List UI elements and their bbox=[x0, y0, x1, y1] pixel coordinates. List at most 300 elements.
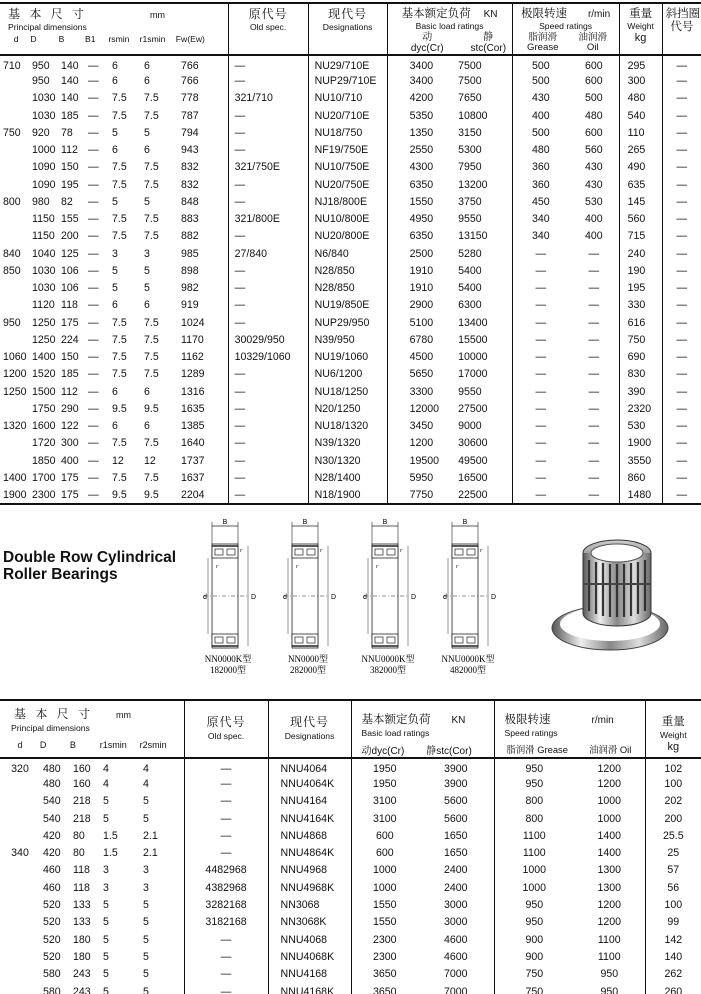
cell-weight: 25.5 bbox=[645, 827, 701, 844]
cell-bore-d: 1250 bbox=[3, 385, 27, 398]
cell-r2smin: 3 bbox=[143, 881, 149, 894]
cell-old-spec: — bbox=[184, 827, 268, 844]
cell-designation: N28/1400 bbox=[308, 469, 387, 486]
cell-designation: N39/950 bbox=[308, 331, 387, 348]
t2-load-cn-label: 基本额定负荷 bbox=[361, 714, 431, 726]
cell-fw: 794 bbox=[181, 126, 199, 139]
cell-bore-d bbox=[0, 810, 40, 827]
t2-speed-en-label: Speed ratings bbox=[504, 728, 558, 738]
cell-bore-d: 850 bbox=[3, 264, 21, 277]
cell-width-B1: — bbox=[88, 178, 99, 191]
double-row-bearing-table bbox=[0, 699, 701, 994]
t2-col-d-header: d bbox=[17, 740, 23, 750]
cell-stat-load: 7950 bbox=[458, 161, 482, 174]
cell-width-B: 300 bbox=[61, 437, 79, 450]
cell-fw: 1162 bbox=[181, 351, 204, 364]
table-row bbox=[0, 262, 701, 279]
cell-designation: NNU4064 bbox=[268, 758, 351, 775]
cell-shield-code: — bbox=[662, 418, 701, 435]
cell-speed-grease: 750 bbox=[494, 983, 574, 994]
cell-shield-code: — bbox=[662, 297, 701, 314]
cell-bore-d bbox=[0, 914, 40, 931]
cell-stat-load: 49500 bbox=[458, 454, 488, 467]
cell-bore-d bbox=[0, 862, 40, 879]
cell-r1smin: 1.5 bbox=[103, 847, 118, 860]
table-row bbox=[0, 931, 701, 948]
cell-stat-load: 3000 bbox=[444, 899, 468, 912]
cell-bore-d bbox=[0, 896, 40, 913]
cell-fw: 883 bbox=[181, 213, 199, 226]
cell-stat-load: 7500 bbox=[458, 75, 482, 88]
cell-bore-d bbox=[0, 452, 29, 469]
cell-shield-code: — bbox=[662, 73, 701, 90]
cell-fw: 766 bbox=[181, 75, 199, 88]
cell-designation: N6/840 bbox=[308, 245, 387, 262]
speed-ratings-header bbox=[512, 3, 619, 55]
cell-speed-grease: 900 bbox=[494, 931, 574, 948]
cell-weight: 830 bbox=[619, 366, 662, 383]
cell-width-B1: — bbox=[88, 437, 99, 450]
cell-designation: N28/850 bbox=[308, 280, 387, 297]
cell-speed-oil: 1400 bbox=[597, 829, 622, 842]
cell-speed-oil: 1200 bbox=[597, 762, 622, 775]
cell-r1smin: 7.5 bbox=[144, 161, 159, 174]
cell-r2smin: 3 bbox=[143, 864, 149, 877]
cell-speed-oil: — bbox=[588, 368, 600, 381]
cell-r1smin: 4 bbox=[103, 762, 109, 775]
cell-old-spec: — bbox=[228, 383, 308, 400]
radius-r-label: r bbox=[376, 564, 379, 570]
oil-en-label: Oil bbox=[586, 42, 599, 54]
cell-dyn-load: 1910 bbox=[387, 280, 450, 297]
cell-width-B: 155 bbox=[61, 213, 79, 226]
cell-fw: 1316 bbox=[181, 385, 205, 398]
cell-fw: 882 bbox=[181, 230, 199, 243]
cell-designation: NU18/750 bbox=[308, 124, 387, 141]
cell-bore-d: 1400 bbox=[3, 471, 27, 484]
cell-shield-code: — bbox=[662, 469, 701, 486]
cell-rsmin: 7.5 bbox=[112, 316, 127, 329]
cell-speed-grease: — bbox=[512, 418, 569, 435]
cell-r1smin: 5 bbox=[103, 795, 109, 808]
cell-speed-grease: 950 bbox=[494, 775, 574, 792]
diagram-type-label: NN0000K型 bbox=[204, 654, 252, 664]
cell-r2smin: 5 bbox=[143, 812, 149, 825]
cell-speed-grease: 430 bbox=[512, 90, 569, 107]
cell-designation: NNU4968 bbox=[268, 862, 351, 879]
cell-width-B: 122 bbox=[61, 420, 79, 433]
cell-r1smin: 6 bbox=[144, 420, 150, 433]
cell-speed-grease: 480 bbox=[512, 142, 569, 159]
cell-rsmin: 6 bbox=[112, 59, 118, 72]
t2-speed-cn-label: 极限转速 bbox=[504, 714, 551, 726]
cell-rsmin: 5 bbox=[112, 195, 118, 208]
col-rsmin-header: rsmin bbox=[108, 34, 130, 45]
cell-dyn-load: 1550 bbox=[387, 193, 450, 210]
cell-rsmin: 7.5 bbox=[112, 437, 127, 450]
cell-stat-load: 3150 bbox=[458, 126, 482, 139]
roller bbox=[375, 549, 383, 555]
cell-speed-oil: — bbox=[588, 488, 600, 501]
cell-old-spec: — bbox=[228, 452, 308, 469]
cell-speed-grease: 750 bbox=[494, 966, 574, 983]
cell-designation: NU10/750E bbox=[308, 159, 387, 176]
cell-dyn-load: 19500 bbox=[387, 452, 450, 469]
cell-speed-oil: 600 bbox=[585, 59, 603, 72]
cell-shield-code: — bbox=[662, 262, 701, 279]
t2-weight-header bbox=[645, 700, 701, 758]
cell-designation: NNU4968K bbox=[268, 879, 351, 896]
cell-designation: NU20/750E bbox=[308, 176, 387, 193]
cell-speed-grease: — bbox=[512, 314, 569, 331]
t2-dims-cn-label: 基 本 尺 寸 bbox=[14, 707, 94, 721]
cell-stat-load: 15500 bbox=[458, 333, 488, 346]
table-row bbox=[0, 55, 701, 72]
cell-rsmin: 7.5 bbox=[112, 351, 127, 364]
cell-old-spec: — bbox=[184, 844, 268, 861]
table-row bbox=[0, 862, 701, 879]
cell-weight: 142 bbox=[645, 931, 701, 948]
cell-designation: NU20/710E bbox=[308, 107, 387, 124]
old-spec-header bbox=[228, 3, 308, 55]
cell-stat-load: 2400 bbox=[444, 881, 468, 894]
table-row bbox=[0, 435, 701, 452]
cell-speed-grease: — bbox=[512, 349, 569, 366]
cell-fw: 1737 bbox=[181, 454, 205, 467]
cell-old-spec: — bbox=[228, 469, 308, 486]
cell-designation: N30/1320 bbox=[308, 452, 387, 469]
cell-old-spec: 27/840 bbox=[228, 245, 308, 262]
cell-fw: 919 bbox=[181, 299, 199, 312]
width-B-label: B bbox=[382, 519, 388, 526]
cell-outer-D: 1120 bbox=[32, 299, 55, 312]
roller bbox=[307, 637, 315, 643]
shield-code-header bbox=[662, 3, 701, 55]
load-unit-label: KN bbox=[483, 9, 498, 20]
shield-cn2-label: 代号 bbox=[670, 20, 694, 33]
cell-old-spec: — bbox=[228, 107, 308, 124]
roller bbox=[467, 549, 475, 555]
roller bbox=[375, 637, 383, 643]
cell-old-spec: — bbox=[184, 793, 268, 810]
cell-old-spec: — bbox=[184, 775, 268, 792]
cell-weight: 540 bbox=[619, 107, 662, 124]
cell-dyn-load: 3650 bbox=[351, 983, 418, 994]
cell-weight: 202 bbox=[645, 793, 701, 810]
cell-dyn-load: 1350 bbox=[387, 124, 450, 141]
cell-speed-grease: 400 bbox=[512, 107, 569, 124]
cell-weight: 300 bbox=[619, 73, 662, 90]
cell-old-spec: — bbox=[228, 314, 308, 331]
cell-r2smin: 5 bbox=[143, 933, 149, 946]
cell-dyn-load: 2300 bbox=[351, 948, 418, 965]
designations-en-label: Designations bbox=[322, 21, 373, 32]
cell-shield-code: — bbox=[662, 142, 701, 159]
load-ratings-header bbox=[387, 3, 512, 55]
roller bbox=[467, 637, 475, 643]
cell-outer-D: 1750 bbox=[32, 402, 56, 415]
cell-bore-d: 1320 bbox=[3, 420, 27, 433]
cell-stat-load: 6300 bbox=[458, 299, 482, 312]
cell-speed-grease: 950 bbox=[494, 896, 574, 913]
cell-weight: 110 bbox=[619, 124, 662, 141]
cell-old-spec: — bbox=[184, 810, 268, 827]
cell-bore-d bbox=[0, 966, 40, 983]
cell-width-B1: — bbox=[88, 471, 99, 484]
roller bbox=[387, 637, 395, 643]
diagram-type-label: NNU0000K型 bbox=[361, 654, 415, 664]
cell-weight: 616 bbox=[619, 314, 662, 331]
cell-designation: NUP29/950 bbox=[308, 314, 387, 331]
cell-width-B: 185 bbox=[61, 368, 79, 381]
cell-old-spec: 4382968 bbox=[184, 879, 268, 896]
cell-speed-grease: 500 bbox=[512, 124, 569, 141]
cell-width-B1: — bbox=[88, 488, 99, 501]
roller bbox=[455, 549, 463, 555]
cell-outer-D: 540 bbox=[43, 812, 61, 825]
cell-r2smin: 5 bbox=[143, 899, 149, 912]
cell-bore-d bbox=[0, 211, 29, 228]
cell-stat-load: 9000 bbox=[458, 420, 482, 433]
cell-width-B1: — bbox=[88, 264, 99, 277]
cell-width-B1: — bbox=[88, 420, 99, 433]
cell-outer-D: 580 bbox=[43, 985, 61, 994]
cell-outer-D: 1150 bbox=[32, 230, 55, 243]
cell-stat-load: 3900 bbox=[444, 762, 468, 775]
cell-width-B: 78 bbox=[61, 126, 73, 139]
cell-stat-load: 7000 bbox=[444, 968, 468, 981]
cell-stat-load: 9550 bbox=[458, 213, 482, 226]
cell-width-B: 80 bbox=[73, 829, 85, 842]
diagram-type-label: NNU0000K型 bbox=[441, 654, 495, 664]
designations-header bbox=[308, 3, 387, 55]
cell-rsmin: 7.5 bbox=[112, 213, 127, 226]
cell-speed-grease: — bbox=[512, 262, 569, 279]
cell-shield-code: — bbox=[662, 314, 701, 331]
cell-fw: 985 bbox=[181, 247, 199, 260]
cell-r1smin: 5 bbox=[144, 264, 150, 277]
cell-rsmin: 6 bbox=[112, 299, 118, 312]
cell-stat-load: 5600 bbox=[444, 812, 468, 825]
cell-width-B: 106 bbox=[61, 264, 79, 277]
cell-width-B: 150 bbox=[61, 351, 79, 364]
cell-dyn-load: 6780 bbox=[387, 331, 450, 348]
cell-dyn-load: 1000 bbox=[351, 862, 418, 879]
table-row bbox=[0, 297, 701, 314]
cell-weight: 295 bbox=[619, 55, 662, 72]
cell-rsmin: 7.5 bbox=[112, 230, 127, 243]
cell-bore-d: 1900 bbox=[3, 488, 27, 501]
cell-r1smin: 9.5 bbox=[144, 488, 159, 501]
cell-outer-D: 480 bbox=[43, 777, 61, 790]
cell-weight: 750 bbox=[619, 331, 662, 348]
cell-width-B1: — bbox=[88, 402, 99, 415]
cell-shield-code: — bbox=[662, 245, 701, 262]
diagram-type-label: NN0000型 bbox=[288, 654, 328, 664]
cell-speed-oil: 950 bbox=[600, 968, 619, 981]
cell-width-B1: — bbox=[88, 247, 99, 260]
cell-dyn-load: 4950 bbox=[387, 211, 450, 228]
section-title: Double Row Cylindrical Roller Bearings bbox=[3, 549, 177, 583]
cell-old-spec: — bbox=[228, 400, 308, 417]
cylindrical-bearing-table bbox=[0, 2, 701, 505]
cell-r2smin: 4 bbox=[143, 777, 149, 790]
cell-shield-code: — bbox=[662, 55, 701, 72]
cell-outer-D: 980 bbox=[32, 195, 50, 208]
cell-designation: NN3068 bbox=[268, 896, 351, 913]
t2-load-subheaders bbox=[356, 742, 494, 757]
cell-outer-D: 1090 bbox=[32, 161, 56, 174]
dimension-subheaders bbox=[2, 35, 225, 44]
cell-fw: 1024 bbox=[181, 316, 205, 329]
cell-shield-code: — bbox=[662, 435, 701, 452]
cell-shield-code: — bbox=[662, 124, 701, 141]
cell-width-B: 180 bbox=[73, 933, 91, 946]
cell-speed-grease: — bbox=[512, 487, 569, 504]
cell-outer-D: 420 bbox=[43, 829, 61, 842]
cell-fw: 1289 bbox=[181, 368, 205, 381]
load-subheaders bbox=[391, 33, 509, 54]
cell-speed-grease: 450 bbox=[512, 193, 569, 210]
t2-designations-header bbox=[268, 700, 351, 758]
speed-unit-label: r/min bbox=[587, 9, 611, 20]
cell-r1smin: 7.5 bbox=[144, 230, 159, 243]
cell-outer-D: 950 bbox=[32, 59, 50, 72]
cell-width-B: 140 bbox=[61, 92, 79, 105]
stat-cn-label: 静 bbox=[483, 32, 494, 44]
speed-en-label: Speed ratings bbox=[539, 20, 593, 31]
cell-speed-oil: — bbox=[588, 247, 600, 260]
cell-old-spec: 321/710 bbox=[228, 90, 308, 107]
cell-designation: NJ18/800E bbox=[308, 193, 387, 210]
t2-dimension-subheaders bbox=[0, 740, 184, 750]
cell-designation: N18/1900 bbox=[308, 487, 387, 504]
cell-outer-D: 1700 bbox=[32, 471, 56, 484]
cell-stat-load: 13150 bbox=[458, 230, 488, 243]
cell-r1smin: 5 bbox=[144, 195, 150, 208]
bearing-diagram-1 bbox=[203, 519, 256, 675]
cell-speed-oil: — bbox=[588, 385, 600, 398]
cell-bore-d bbox=[0, 90, 29, 107]
cell-designation: NU6/1200 bbox=[308, 366, 387, 383]
table-row bbox=[0, 90, 701, 107]
cell-designation: NNU4164 bbox=[268, 793, 351, 810]
bore-d-label: d bbox=[203, 594, 207, 601]
cell-width-B: 150 bbox=[61, 161, 79, 174]
cell-width-B: 243 bbox=[73, 985, 91, 994]
outer-D-label: D bbox=[491, 594, 497, 601]
cell-weight: 145 bbox=[619, 193, 662, 210]
cell-designation: NNU4168 bbox=[268, 966, 351, 983]
cell-bore-d bbox=[0, 775, 40, 792]
cell-speed-grease: — bbox=[512, 469, 569, 486]
cell-speed-grease: — bbox=[512, 383, 569, 400]
cell-outer-D: 520 bbox=[43, 933, 61, 946]
cell-rsmin: 12 bbox=[112, 454, 124, 467]
cell-old-spec: — bbox=[228, 176, 308, 193]
bearing-photo bbox=[545, 518, 670, 668]
cell-old-spec: — bbox=[184, 983, 268, 994]
cell-stat-load: 7500 bbox=[458, 59, 482, 72]
roller bbox=[295, 637, 303, 643]
cell-stat-load: 27500 bbox=[458, 402, 488, 415]
cell-dyn-load: 1910 bbox=[387, 262, 450, 279]
table-row bbox=[0, 844, 701, 861]
cell-speed-grease: 950 bbox=[494, 758, 574, 775]
cell-rsmin: 5 bbox=[112, 126, 118, 139]
cell-speed-grease: 360 bbox=[512, 159, 569, 176]
cell-speed-oil: 1100 bbox=[597, 950, 621, 963]
t2-old-spec-header bbox=[184, 700, 268, 758]
cell-outer-D: 1030 bbox=[32, 264, 56, 277]
radius-r-label: r bbox=[456, 564, 459, 570]
cell-dyn-load: 7750 bbox=[387, 487, 450, 504]
cell-stat-load: 5300 bbox=[458, 144, 482, 157]
radius-r-label: r bbox=[480, 548, 483, 554]
bearing-diagram-3 bbox=[362, 519, 417, 675]
cell-outer-D: 420 bbox=[43, 847, 61, 860]
cell-width-B: 140 bbox=[61, 75, 79, 88]
cell-width-B1: — bbox=[88, 316, 99, 329]
cell-old-spec: 10329/1060 bbox=[228, 349, 308, 366]
t2-load-ratings-header bbox=[351, 700, 494, 758]
cell-width-B: 118 bbox=[73, 864, 90, 877]
cell-speed-oil: 1200 bbox=[597, 899, 622, 912]
cell-bore-d bbox=[0, 176, 29, 193]
table2-body bbox=[0, 758, 701, 994]
cell-bore-d: 800 bbox=[3, 195, 21, 208]
cell-r1smin: 7.5 bbox=[144, 178, 159, 191]
table-row bbox=[0, 159, 701, 176]
weight-cn-label: 重量 bbox=[629, 8, 653, 20]
dims-en-label: Principal dimensions bbox=[8, 21, 87, 32]
cell-width-B1: — bbox=[88, 385, 99, 398]
outer-D-label: D bbox=[251, 594, 257, 601]
bearing-diagram-2 bbox=[283, 519, 336, 675]
cell-outer-D: 1150 bbox=[32, 213, 55, 226]
table-row bbox=[0, 73, 701, 90]
table-row bbox=[0, 487, 701, 504]
cell-stat-load: 2400 bbox=[444, 864, 468, 877]
cell-weight: 100 bbox=[645, 775, 701, 792]
dyn-en-label: dyc(Cr) bbox=[410, 42, 444, 54]
bore-d-label: d bbox=[443, 594, 447, 601]
cell-stat-load: 1650 bbox=[444, 847, 468, 860]
cell-bore-d bbox=[0, 159, 29, 176]
cell-r2smin: 2.1 bbox=[143, 829, 158, 842]
cell-rsmin: 6 bbox=[112, 144, 118, 157]
cell-designation: N39/1320 bbox=[308, 435, 387, 452]
radius-r-label: r bbox=[320, 548, 323, 554]
cell-dyn-load: 1950 bbox=[351, 775, 418, 792]
cell-r1smin: 6 bbox=[144, 75, 150, 88]
table-row bbox=[0, 914, 701, 931]
cell-shield-code: — bbox=[662, 193, 701, 210]
cell-dyn-load: 3100 bbox=[351, 793, 418, 810]
cell-speed-oil: 560 bbox=[585, 144, 603, 157]
cell-r1smin: 6 bbox=[144, 59, 150, 72]
cell-shield-code: — bbox=[662, 383, 701, 400]
cell-old-spec: 321/750E bbox=[228, 159, 308, 176]
table-row bbox=[0, 349, 701, 366]
cell-outer-D: 1250 bbox=[32, 316, 56, 329]
cell-rsmin: 6 bbox=[112, 385, 118, 398]
cell-width-B: 195 bbox=[61, 178, 79, 191]
cell-dyn-load: 6350 bbox=[387, 176, 450, 193]
table-row bbox=[0, 331, 701, 348]
t2-designations-cn-label: 现代号 bbox=[290, 715, 330, 729]
cell-old-spec: — bbox=[228, 418, 308, 435]
